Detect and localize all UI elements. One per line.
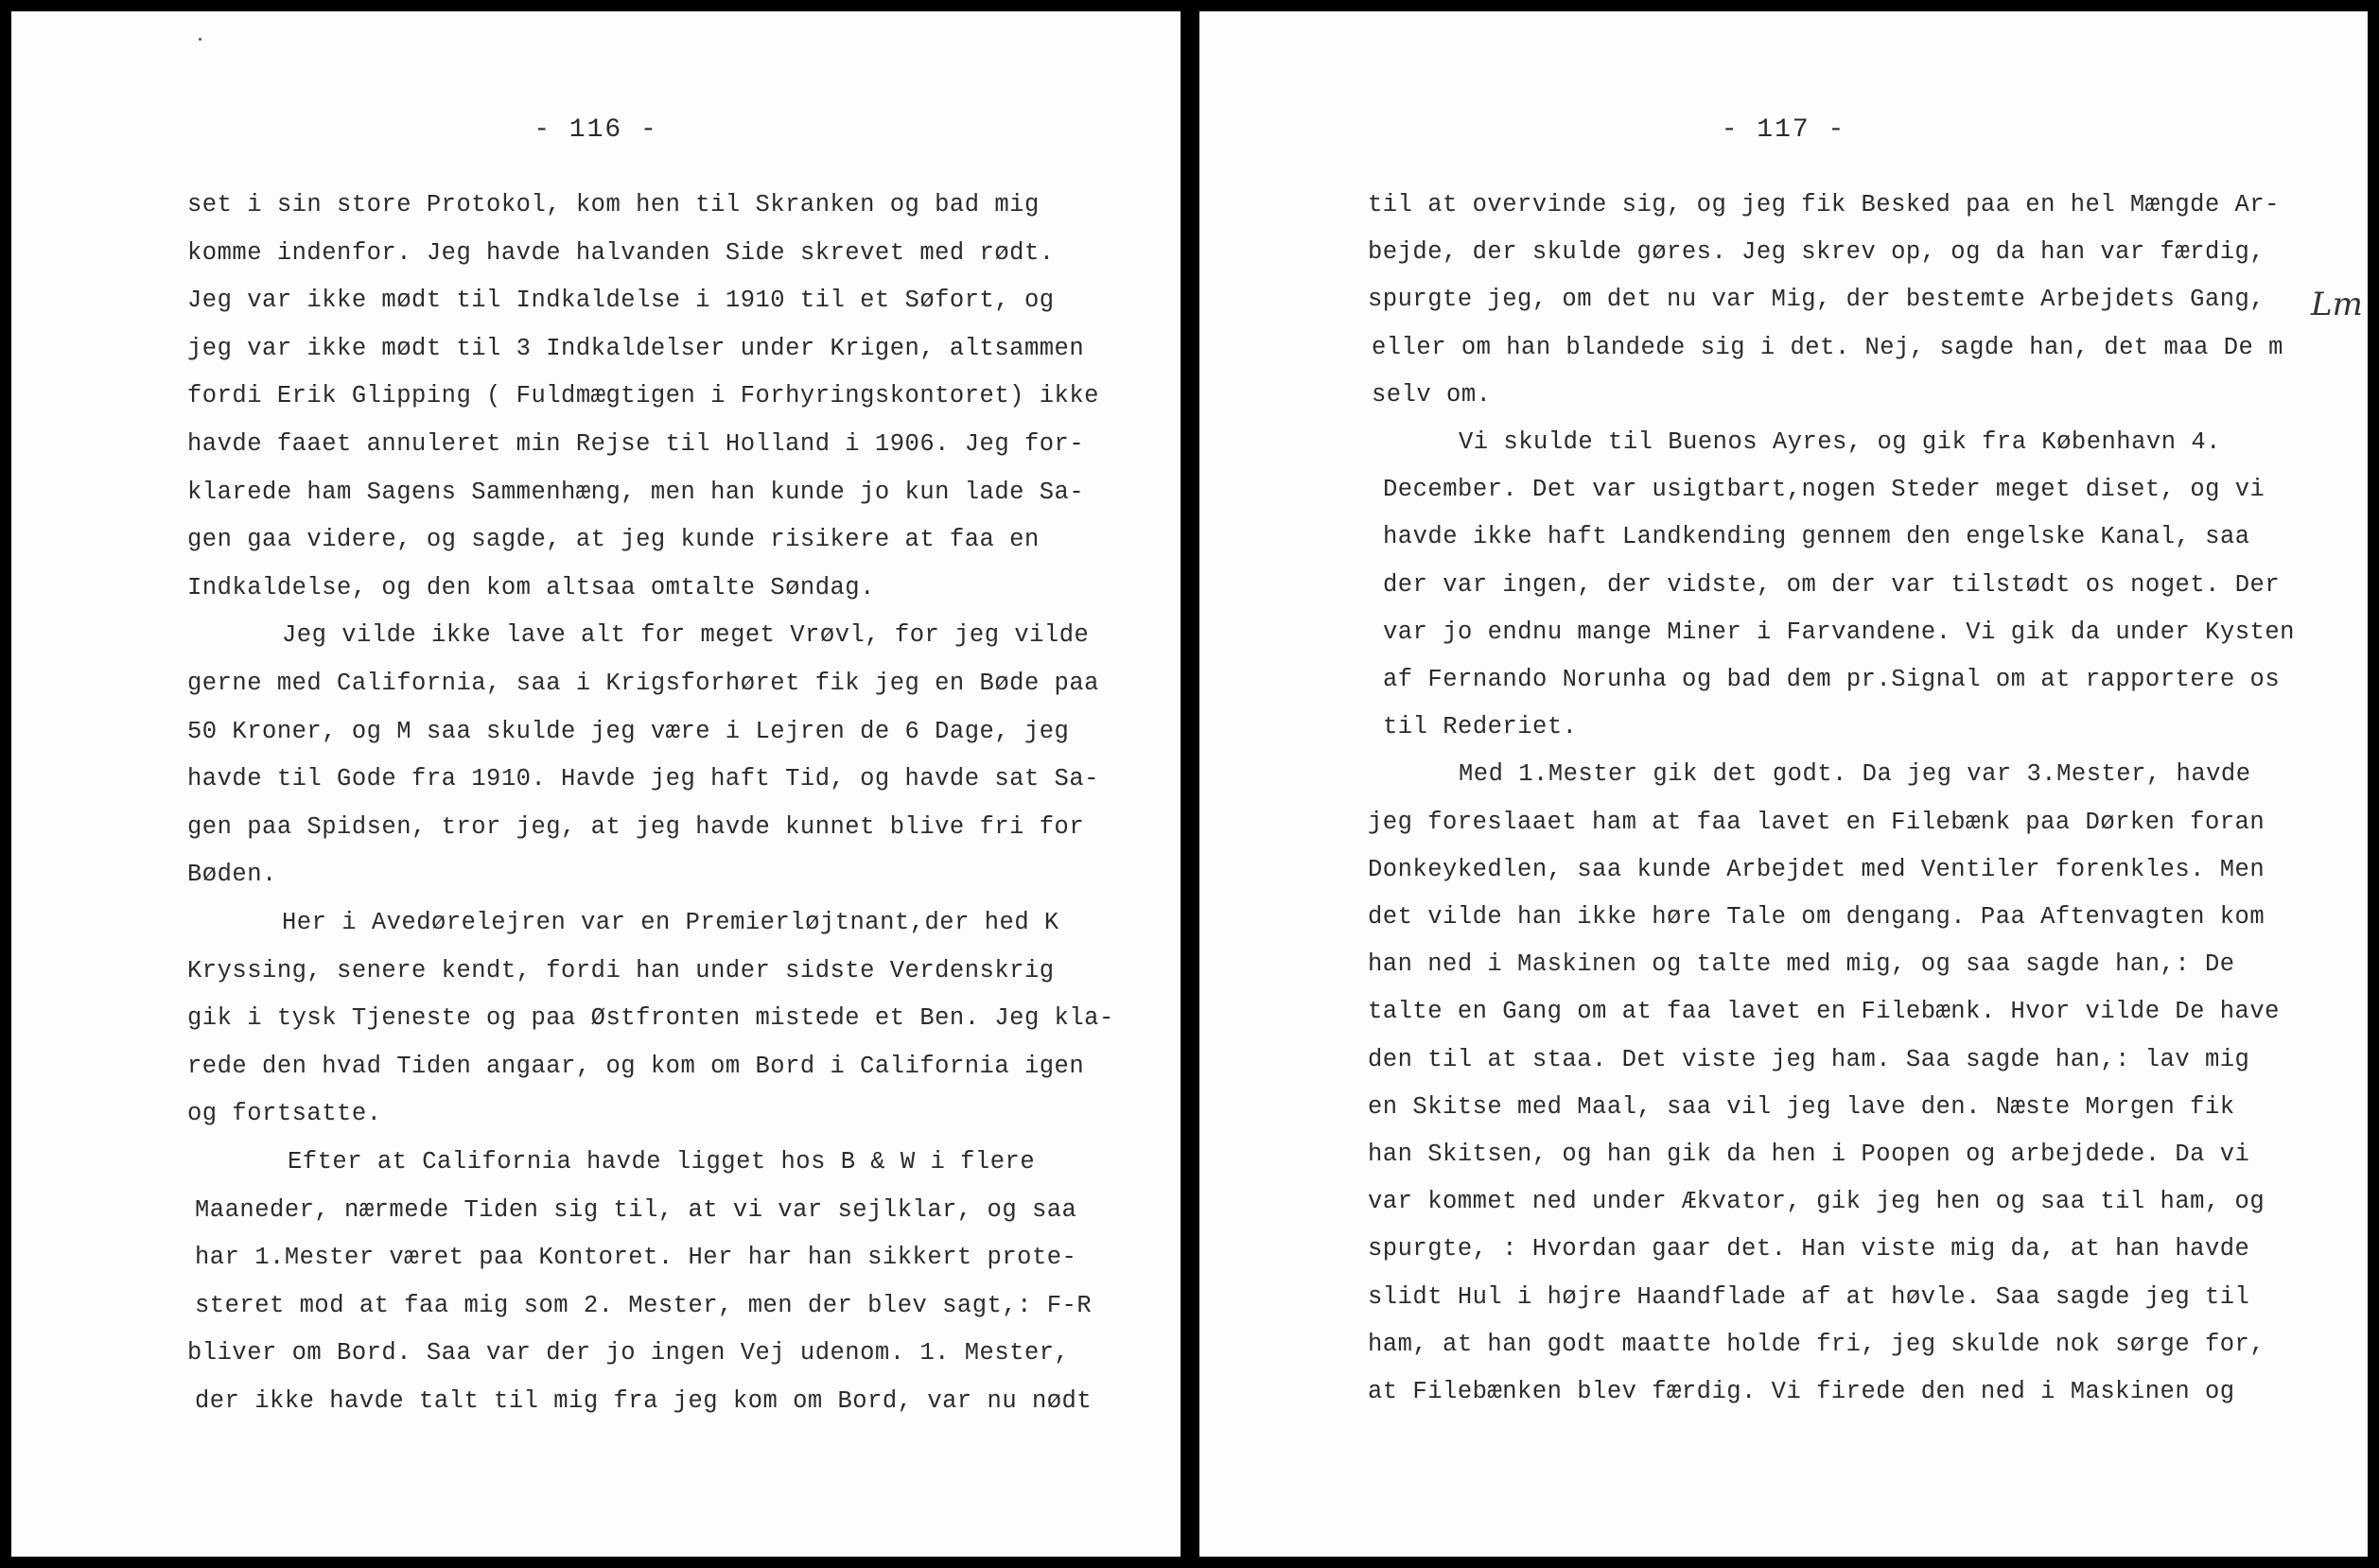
text-line: Bøden. <box>187 861 277 888</box>
text-line: Jeg var ikke mødt til Indkaldelse i 1910 til et Søfort, og <box>187 287 1055 314</box>
text-line: havde ikke haft Landkending gennem den engelske Kanal, saa <box>1383 523 2250 550</box>
text-line: 50 Kroner, og M saa skulde jeg være i Lejren de 6 Dage, jeg <box>187 718 1070 745</box>
text-line: Vi skulde til Buenos Ayres, og gik fra København 4. <box>1459 428 2221 456</box>
text-line: der ikke havde talt til mig fra jeg kom om Bord, var nu nødt <box>195 1387 1093 1415</box>
text-line: steret mod at faa mig som 2. Mester, men der blev sagt,: F-R <box>195 1292 1093 1319</box>
text-line: der var ingen, der vidste, om der var tilstødt os noget. Der <box>1383 571 2281 599</box>
left-page <box>11 11 1181 1557</box>
text-line: Her i Avedørelejren var en Premierløjtnant,der hed K <box>282 909 1059 936</box>
text-line: gerne med California, saa i Krigsforhøret fik jeg en Bøde paa <box>187 670 1099 697</box>
text-line: var kommet ned under Ækvator, gik jeg hen og saa til ham, og <box>1368 1188 2265 1215</box>
text-line: bejde, der skulde gøres. Jeg skrev op, og da han var færdig, <box>1368 238 2265 266</box>
page-number: - 116 - <box>534 115 658 145</box>
text-line: eller om han blandede sig i det. Nej, sagde han, det maa De m <box>1372 334 2283 361</box>
text-line: havde faaet annuleret min Rejse til Holland i 1906. Jeg for- <box>187 430 1085 458</box>
text-line: jeg var ikke mødt til 3 Indkaldelser under Krigen, altsammen <box>187 335 1085 362</box>
text-line: klarede ham Sagens Sammenhæng, men han kunde jo kun lade Sa- <box>187 479 1085 506</box>
text-line: Med 1.Mester gik det godt. Da jeg var 3.Mester, havde <box>1459 760 2251 788</box>
text-line: fordi Erik Glipping ( Fuldmægtigen i Forhyringskontoret) ikke <box>187 382 1099 409</box>
handwritten-margin-note: Lm <box>2311 286 2363 323</box>
text-line: Jeg vilde ikke lave alt for meget Vrøvl, for jeg vilde <box>282 621 1090 649</box>
text-line: selv om. <box>1372 381 1492 409</box>
text-line: Maaneder, nærmede Tiden sig til, at vi var sejlklar, og saa <box>195 1196 1077 1224</box>
text-line: at Filebænken blev færdig. Vi firede den ned i Maskinen og <box>1368 1378 2235 1405</box>
ink-speck <box>199 38 201 41</box>
page-number: - 117 - <box>1721 115 1846 145</box>
text-line: en Skitse med Maal, saa vil jeg lave den. Næste Morgen fik <box>1368 1093 2235 1121</box>
text-line: Donkeykedlen, saa kunde Arbejdet med Ventiler forenkles. Men <box>1368 856 2265 883</box>
text-line: jeg foreslaaet ham at faa lavet en Filebænk paa Dørken foran <box>1368 809 2265 836</box>
text-line: spurgte jeg, om det nu var Mig, der bestemte Arbejdets Gang, <box>1368 286 2265 313</box>
text-line: til Rederiet. <box>1383 713 1578 740</box>
text-line: ham, at han godt maatte holde fri, jeg skulde nok sørge for, <box>1368 1331 2265 1358</box>
text-line: spurgte, : Hvordan gaar det. Han viste mig da, at han havde <box>1368 1235 2250 1263</box>
text-line: bliver om Bord. Saa var der jo ingen Vej udenom. 1. Mester, <box>187 1339 1070 1367</box>
text-line: December. Det var usigtbart,nogen Steder meget diset, og vi <box>1383 476 2265 503</box>
text-line: har 1.Mester været paa Kontoret. Her har han sikkert prote- <box>195 1244 1077 1271</box>
text-line: havde til Gode fra 1910. Havde jeg haft Tid, og havde sat Sa- <box>187 765 1099 793</box>
text-line: rede den hvad Tiden angaar, og kom om Bord i California igen <box>187 1053 1085 1080</box>
text-line: gik i tysk Tjeneste og paa Østfronten mistede et Ben. Jeg kla- <box>187 1004 1114 1032</box>
text-line: komme indenfor. Jeg havde halvanden Side skrevet med rødt. <box>187 239 1055 267</box>
text-line: den til at staa. Det viste jeg ham. Saa sagde han,: lav mig <box>1368 1046 2250 1073</box>
text-line: Efter at California havde ligget hos B & W i flere <box>288 1148 1036 1176</box>
text-line: og fortsatte. <box>187 1100 382 1127</box>
text-line: han Skitsen, og han gik da hen i Poopen og arbejdede. Da vi <box>1368 1141 2250 1168</box>
text-line: var jo endnu mange Miner i Farvandene. Vi gik da under Kysten <box>1383 618 2295 646</box>
right-page <box>1199 11 2368 1557</box>
text-line: af Fernando Norunha og bad dem pr.Signal om at rapportere os <box>1383 666 2281 693</box>
text-line: gen paa Spidsen, tror jeg, at jeg havde kunnet blive fri for <box>187 813 1085 841</box>
text-line: talte en Gang om at faa lavet en Filebænk. Hvor vilde De have <box>1368 998 2280 1025</box>
text-line: slidt Hul i højre Haandflade af at høvle. Saa sagde jeg til <box>1368 1283 2250 1311</box>
text-line: gen gaa videre, og sagde, at jeg kunde risikere at faa en <box>187 526 1040 553</box>
text-line: han ned i Maskinen og talte med mig, og saa sagde han,: De <box>1368 950 2235 978</box>
text-line: det vilde han ikke høre Tale om dengang. Paa Aftenvagten kom <box>1368 903 2265 931</box>
text-line: Kryssing, senere kendt, fordi han under sidste Verdenskrig <box>187 957 1055 984</box>
text-line: til at overvinde sig, og jeg fik Besked paa en hel Mængde Ar- <box>1368 191 2280 218</box>
text-line: set i sin store Protokol, kom hen til Skranken og bad mig <box>187 191 1040 218</box>
text-line: Indkaldelse, og den kom altsaa omtalte Søndag. <box>187 574 875 601</box>
